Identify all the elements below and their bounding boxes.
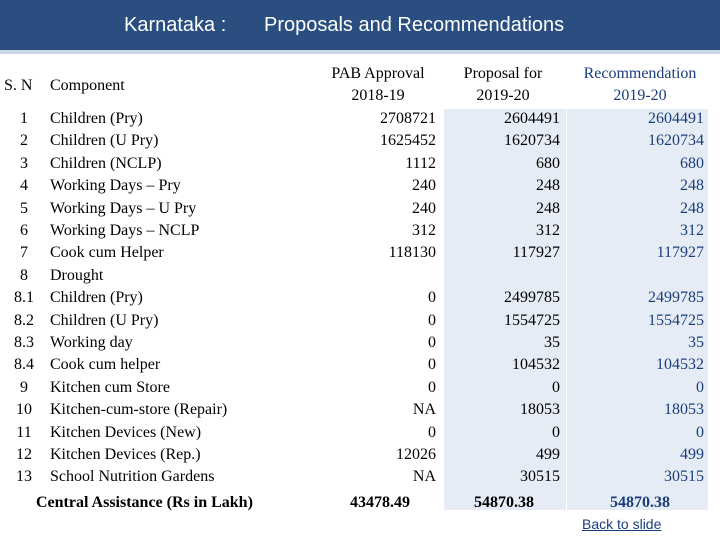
header-proposal-line2: 2019-20 xyxy=(476,87,530,104)
total-label: Central Assistance (Rs in Lakh) xyxy=(36,494,253,511)
row-component: Working day xyxy=(50,334,133,351)
row-pab-approval: 1112 xyxy=(405,155,436,172)
row-proposal: 0 xyxy=(552,379,560,396)
row-pab-approval: 0 xyxy=(428,312,436,329)
row-proposal: 30515 xyxy=(520,468,560,485)
row-recommendation: 1620734 xyxy=(648,132,704,149)
row-recommendation: 18053 xyxy=(664,401,704,418)
row-pab-approval: 0 xyxy=(428,289,436,306)
row-component: Children (U Pry) xyxy=(50,132,159,149)
state-title: Karnataka : xyxy=(124,14,227,36)
row-recommendation: 2499785 xyxy=(648,289,704,306)
row-sn: 2 xyxy=(20,132,28,149)
row-recommendation: 0 xyxy=(696,379,704,396)
row-recommendation: 104532 xyxy=(656,356,704,373)
row-sn: 13 xyxy=(16,468,32,485)
row-component: Children (U Pry) xyxy=(50,312,159,329)
row-pab-approval: 1625452 xyxy=(380,132,436,149)
row-recommendation: 312 xyxy=(680,222,704,239)
row-sn: 11 xyxy=(16,424,32,441)
row-sn: 8.3 xyxy=(14,334,34,351)
row-sn: 8.1 xyxy=(14,289,34,306)
row-recommendation: 680 xyxy=(680,155,704,172)
row-proposal: 117927 xyxy=(512,244,560,261)
row-pab-approval: 118130 xyxy=(388,244,436,261)
row-sn: 8.2 xyxy=(14,312,34,329)
row-sn: 12 xyxy=(16,446,32,463)
title-bar xyxy=(0,0,720,54)
back-to-slide-link[interactable]: Back to slide xyxy=(582,516,662,532)
total-recommendation: 54870.38 xyxy=(610,494,670,511)
row-proposal: 18053 xyxy=(520,401,560,418)
row-component: School Nutrition Gardens xyxy=(50,468,215,485)
row-component: Drought xyxy=(50,267,104,284)
row-recommendation: 30515 xyxy=(664,468,704,485)
row-proposal: 248 xyxy=(536,177,560,194)
header-pab-line1: PAB Approval xyxy=(331,65,425,82)
row-sn: 10 xyxy=(16,401,32,418)
row-pab-approval: NA xyxy=(412,401,436,418)
row-pab-approval: 312 xyxy=(412,222,436,239)
total-pab: 43478.49 xyxy=(350,494,410,511)
row-proposal: 312 xyxy=(536,222,560,239)
row-component: Kitchen Devices (New) xyxy=(50,424,202,441)
row-proposal: 1620734 xyxy=(504,132,560,149)
row-proposal: 104532 xyxy=(512,356,560,373)
row-recommendation: 0 xyxy=(696,424,704,441)
row-recommendation: 35 xyxy=(688,334,704,351)
row-pab-approval: 0 xyxy=(428,424,436,441)
total-proposal: 54870.38 xyxy=(474,494,534,511)
row-pab-approval: 240 xyxy=(412,177,436,194)
row-component: Working Days – Pry xyxy=(50,177,181,194)
row-pab-approval: 0 xyxy=(428,379,436,396)
row-sn: 7 xyxy=(20,244,28,261)
row-pab-approval: 240 xyxy=(412,200,436,217)
row-proposal: 0 xyxy=(552,424,560,441)
row-sn: 5 xyxy=(20,200,28,217)
row-recommendation: 248 xyxy=(680,177,704,194)
row-proposal: 2604491 xyxy=(504,110,560,127)
row-pab-approval: 0 xyxy=(428,334,436,351)
row-proposal: 499 xyxy=(536,446,560,463)
row-sn: 4 xyxy=(20,177,28,194)
row-proposal: 2499785 xyxy=(504,289,560,306)
row-proposal: 35 xyxy=(544,334,560,351)
header-pab-line2: 2018-19 xyxy=(351,87,405,104)
header-proposal-line1: Proposal for xyxy=(463,65,543,82)
row-sn: 9 xyxy=(20,379,28,396)
header-rec-line1: Recommendation xyxy=(583,65,697,82)
row-pab-approval: NA xyxy=(412,468,436,485)
row-sn: 8 xyxy=(20,267,28,284)
row-component: Kitchen-cum-store (Repair) xyxy=(50,401,228,418)
row-sn: 3 xyxy=(20,155,28,172)
row-recommendation: 248 xyxy=(680,200,704,217)
row-recommendation: 1554725 xyxy=(648,312,704,329)
row-pab-approval: 12026 xyxy=(396,446,436,463)
row-recommendation: 117927 xyxy=(656,244,704,261)
row-component: Working Days – U Pry xyxy=(50,200,197,217)
row-proposal: 680 xyxy=(536,155,560,172)
row-sn: 1 xyxy=(20,110,28,127)
row-component: Children (Pry) xyxy=(50,110,143,127)
row-recommendation: 2604491 xyxy=(648,110,704,127)
row-component: Children (Pry) xyxy=(50,289,143,306)
row-component: Kitchen cum Store xyxy=(50,379,170,396)
row-component: Working Days – NCLP xyxy=(50,222,200,239)
header-rec-line2: 2019-20 xyxy=(613,87,667,104)
row-sn: 6 xyxy=(20,222,28,239)
row-proposal: 1554725 xyxy=(504,312,560,329)
row-proposal: 248 xyxy=(536,200,560,217)
row-pab-approval: 0 xyxy=(428,356,436,373)
page-title: Proposals and Recommendations xyxy=(264,14,565,36)
row-sn: 8.4 xyxy=(14,356,34,373)
header-sn: S. N xyxy=(4,77,33,94)
row-component: Kitchen Devices (Rep.) xyxy=(50,446,201,463)
row-component: Cook cum helper xyxy=(50,356,161,373)
row-pab-approval: 2708721 xyxy=(380,110,436,127)
row-component: Cook cum Helper xyxy=(50,244,164,261)
header-component: Component xyxy=(50,77,125,94)
row-component: Children (NCLP) xyxy=(50,155,162,172)
row-recommendation: 499 xyxy=(680,446,704,463)
